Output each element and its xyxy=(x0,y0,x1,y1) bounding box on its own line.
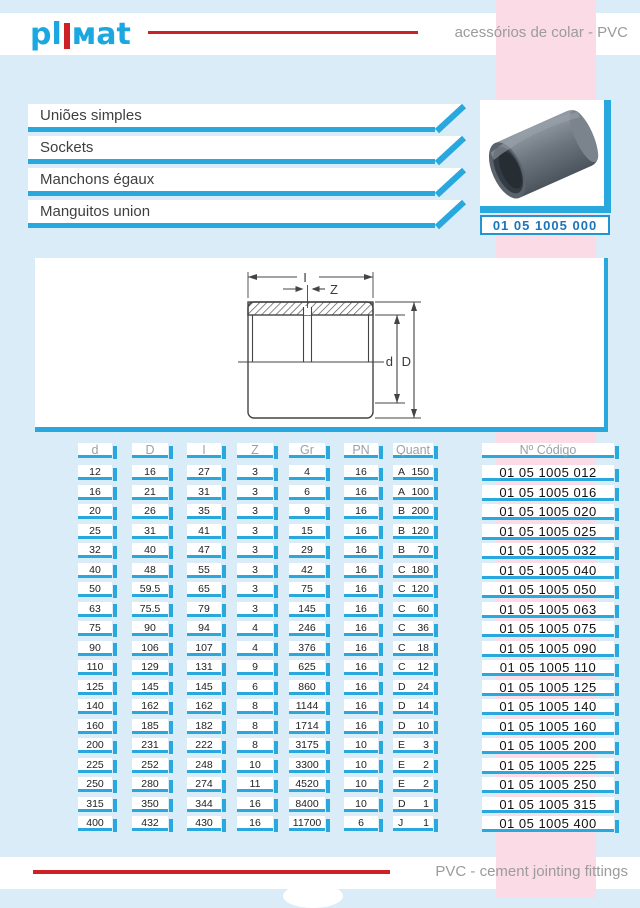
quant-lot-letter: E xyxy=(398,739,406,751)
cell-code: 01 05 1005 090 xyxy=(482,641,614,657)
cell-pn: 16 xyxy=(344,641,378,656)
cell-z: 3 xyxy=(237,465,273,480)
cell-pn: 10 xyxy=(344,738,378,753)
cell-z: 3 xyxy=(237,582,273,597)
cell-code: 01 05 1005 020 xyxy=(482,504,614,520)
cell-gr: 1144 xyxy=(289,699,325,714)
quant-value: 180 xyxy=(411,563,429,576)
cell-gr: 246 xyxy=(289,621,325,636)
cell-d: 75.5 xyxy=(132,602,168,617)
quant-value: 14 xyxy=(417,700,429,712)
cell-d: 25 xyxy=(78,524,112,539)
cell-gr: 6 xyxy=(289,485,325,500)
cell-z: 3 xyxy=(237,485,273,500)
cell-code: 01 05 1005 016 xyxy=(482,485,614,501)
quant-value: 120 xyxy=(411,583,429,595)
cell-d: 63 xyxy=(78,602,112,617)
cell-gr: 29 xyxy=(289,543,325,558)
quant-lot-letter: J xyxy=(398,817,404,829)
cell-pn: 16 xyxy=(344,621,378,636)
cell-code: 01 05 1005 400 xyxy=(482,816,614,832)
cell-i: 131 xyxy=(187,660,221,675)
cell-d: 225 xyxy=(78,758,112,773)
cell-code: 01 05 1005 032 xyxy=(482,543,614,559)
quant-lot-letter: E xyxy=(398,758,406,771)
cell-d: 90 xyxy=(132,621,168,636)
cell-d: 231 xyxy=(132,738,168,753)
cell-quant xyxy=(393,641,433,656)
quant-lot-letter: D xyxy=(398,700,406,712)
page-title: acessórios de colar - PVC xyxy=(454,24,628,41)
cell-z: 10 xyxy=(237,758,273,773)
cell-z: 6 xyxy=(237,680,273,695)
quant-value: 150 xyxy=(411,466,429,478)
quant-lot-letter: D xyxy=(398,797,406,810)
cell-quant xyxy=(393,680,433,695)
cell-i: 182 xyxy=(187,719,221,734)
cell-i: 47 xyxy=(187,543,221,558)
cell-quant xyxy=(393,504,433,519)
cell-pn: 16 xyxy=(344,582,378,597)
column-header-i: I xyxy=(187,443,221,458)
cell-d: 162 xyxy=(132,699,168,714)
cell-z: 8 xyxy=(237,699,273,714)
cell-d: 106 xyxy=(132,641,168,656)
cell-code: 01 05 1005 050 xyxy=(482,582,614,598)
cell-d: 50 xyxy=(78,582,112,597)
cell-quant xyxy=(393,485,433,500)
cell-quant xyxy=(393,719,433,734)
cell-d: 16 xyxy=(78,485,112,500)
quant-value: 1 xyxy=(423,797,429,810)
cell-quant xyxy=(393,758,433,773)
cell-code: 01 05 1005 012 xyxy=(482,465,614,481)
cell-pn: 16 xyxy=(344,602,378,617)
cell-pn: 16 xyxy=(344,699,378,714)
cell-pn: 6 xyxy=(344,816,378,831)
cell-quant xyxy=(393,543,433,558)
column-header-d: d xyxy=(78,443,112,458)
cell-i: 79 xyxy=(187,602,221,617)
cell-d: 350 xyxy=(132,797,168,812)
cell-z: 3 xyxy=(237,602,273,617)
quant-value: 200 xyxy=(411,505,429,517)
cell-z: 8 xyxy=(237,738,273,753)
cell-i: 55 xyxy=(187,563,221,578)
cell-gr: 8400 xyxy=(289,797,325,812)
cell-d: 200 xyxy=(78,738,112,753)
cell-quant xyxy=(393,582,433,597)
cell-gr: 3175 xyxy=(289,738,325,753)
cell-z: 3 xyxy=(237,543,273,558)
cell-z: 16 xyxy=(237,816,273,831)
quant-lot-letter: D xyxy=(398,680,406,693)
column-header-gr: Gr xyxy=(289,443,325,458)
quant-value: 18 xyxy=(417,641,429,654)
column-header-quant: Quant xyxy=(393,443,433,458)
cell-gr: 625 xyxy=(289,660,325,675)
cell-d: 40 xyxy=(78,563,112,578)
cell-gr: 4 xyxy=(289,465,325,480)
cell-code: 01 05 1005 025 xyxy=(482,524,614,540)
cell-i: 344 xyxy=(187,797,221,812)
quant-value: 70 xyxy=(417,544,429,556)
cell-d: 40 xyxy=(132,543,168,558)
cell-i: 145 xyxy=(187,680,221,695)
cell-quant xyxy=(393,563,433,578)
column-header-d: D xyxy=(132,443,168,458)
cell-i: 27 xyxy=(187,465,221,480)
quant-value: 60 xyxy=(417,602,429,615)
cell-d: 20 xyxy=(78,504,112,519)
cell-gr: 145 xyxy=(289,602,325,617)
cell-gr: 376 xyxy=(289,641,325,656)
cell-d: 160 xyxy=(78,719,112,734)
cell-i: 162 xyxy=(187,699,221,714)
footer-title: PVC - cement jointing fittings xyxy=(435,863,628,880)
quant-lot-letter: B xyxy=(398,524,406,537)
quant-lot-letter: E xyxy=(398,778,406,790)
column-header-n-c-digo: Nº Código xyxy=(482,443,614,458)
quant-lot-letter: C xyxy=(398,563,406,576)
cell-gr: 75 xyxy=(289,582,325,597)
cell-quant xyxy=(393,738,433,753)
cell-d: 140 xyxy=(78,699,112,714)
cell-quant xyxy=(393,797,433,812)
dim-label-z: Z xyxy=(330,282,338,297)
cell-d: 16 xyxy=(132,465,168,480)
cell-z: 9 xyxy=(237,660,273,675)
cell-i: 65 xyxy=(187,582,221,597)
cell-d: 250 xyxy=(78,777,112,792)
cell-z: 16 xyxy=(237,797,273,812)
cell-pn: 16 xyxy=(344,504,378,519)
cell-i: 430 xyxy=(187,816,221,831)
cell-pn: 16 xyxy=(344,465,378,480)
dim-label-length: I xyxy=(303,270,307,285)
cell-d: 145 xyxy=(132,680,168,695)
dim-label-inner-diameter: d xyxy=(385,354,393,369)
cell-i: 31 xyxy=(187,485,221,500)
quant-lot-letter: C xyxy=(398,641,406,654)
cell-i: 94 xyxy=(187,621,221,636)
cell-pn: 16 xyxy=(344,485,378,500)
cell-pn: 16 xyxy=(344,719,378,734)
quant-lot-letter: C xyxy=(398,583,406,595)
cell-d: 31 xyxy=(132,524,168,539)
cell-d: 90 xyxy=(78,641,112,656)
cell-code: 01 05 1005 200 xyxy=(482,738,614,754)
column-header-z: Z xyxy=(237,443,273,458)
cell-d: 21 xyxy=(132,485,168,500)
quant-lot-letter: C xyxy=(398,622,406,634)
cell-quant xyxy=(393,660,433,675)
cell-quant xyxy=(393,602,433,617)
cell-pn: 16 xyxy=(344,524,378,539)
cell-z: 3 xyxy=(237,524,273,539)
cell-z: 4 xyxy=(237,621,273,636)
cell-d: 129 xyxy=(132,660,168,675)
cell-code: 01 05 1005 063 xyxy=(482,602,614,618)
quant-value: 10 xyxy=(417,719,429,732)
cell-i: 35 xyxy=(187,504,221,519)
cell-code: 01 05 1005 250 xyxy=(482,777,614,793)
cell-z: 4 xyxy=(237,641,273,656)
column-header-pn: PN xyxy=(344,443,378,458)
cell-d: 315 xyxy=(78,797,112,812)
quant-lot-letter: B xyxy=(398,544,406,556)
cell-pn: 16 xyxy=(344,660,378,675)
cell-d: 26 xyxy=(132,504,168,519)
cell-d: 432 xyxy=(132,816,168,831)
cell-d: 59.5 xyxy=(132,582,168,597)
cell-gr: 15 xyxy=(289,524,325,539)
cell-d: 12 xyxy=(78,465,112,480)
quant-value: 120 xyxy=(411,524,429,537)
logo-text-right: мat xyxy=(71,16,131,52)
cell-i: 41 xyxy=(187,524,221,539)
dim-label-outer-diameter: D xyxy=(401,354,411,369)
cell-gr: 860 xyxy=(289,680,325,695)
quant-value: 3 xyxy=(423,739,429,751)
cell-gr: 9 xyxy=(289,504,325,519)
cell-gr: 4520 xyxy=(289,777,325,792)
cell-gr: 11700 xyxy=(289,816,325,831)
cell-d: 280 xyxy=(132,777,168,792)
cell-z: 8 xyxy=(237,719,273,734)
page-number-oval xyxy=(283,884,343,908)
quant-value: 2 xyxy=(423,758,429,771)
quant-value: 1 xyxy=(423,817,429,829)
cell-gr: 1714 xyxy=(289,719,325,734)
cell-pn: 16 xyxy=(344,680,378,695)
cell-quant xyxy=(393,621,433,636)
cell-code: 01 05 1005 225 xyxy=(482,758,614,774)
cell-gr: 42 xyxy=(289,563,325,578)
quant-value: 12 xyxy=(417,661,429,673)
cell-d: 48 xyxy=(132,563,168,578)
banner-label: Sockets xyxy=(40,139,94,156)
cell-code: 01 05 1005 075 xyxy=(482,621,614,637)
cell-i: 248 xyxy=(187,758,221,773)
quant-lot-letter: A xyxy=(398,485,406,498)
quant-lot-letter: C xyxy=(398,661,406,673)
cell-pn: 10 xyxy=(344,777,378,792)
cell-quant xyxy=(393,524,433,539)
cell-d: 185 xyxy=(132,719,168,734)
quant-value: 36 xyxy=(417,622,429,634)
cell-d: 252 xyxy=(132,758,168,773)
cell-gr: 3300 xyxy=(289,758,325,773)
logo-text-left: pl xyxy=(30,16,62,52)
cell-code: 01 05 1005 140 xyxy=(482,699,614,715)
banner-label: Manchons égaux xyxy=(40,171,155,188)
quant-lot-letter: A xyxy=(398,466,406,478)
quant-value: 100 xyxy=(411,485,429,498)
cell-quant xyxy=(393,699,433,714)
cell-d: 75 xyxy=(78,621,112,636)
cell-z: 3 xyxy=(237,504,273,519)
cell-z: 3 xyxy=(237,563,273,578)
cell-d: 32 xyxy=(78,543,112,558)
quant-lot-letter: B xyxy=(398,505,406,517)
cell-pn: 10 xyxy=(344,758,378,773)
quant-value: 24 xyxy=(417,680,429,693)
quant-lot-letter: D xyxy=(398,719,406,732)
banner-label: Manguitos union xyxy=(40,203,151,220)
cell-quant xyxy=(393,816,433,831)
quant-value: 2 xyxy=(423,778,429,790)
cell-code: 01 05 1005 125 xyxy=(482,680,614,696)
cell-d: 110 xyxy=(78,660,112,675)
cell-code: 01 05 1005 315 xyxy=(482,797,614,813)
cell-pn: 10 xyxy=(344,797,378,812)
cell-i: 274 xyxy=(187,777,221,792)
cell-quant xyxy=(393,777,433,792)
cell-z: 11 xyxy=(237,777,273,792)
cell-d: 125 xyxy=(78,680,112,695)
cell-i: 222 xyxy=(187,738,221,753)
product-code: 01 05 1005 000 xyxy=(492,217,598,233)
cell-code: 01 05 1005 040 xyxy=(482,563,614,579)
cell-d: 400 xyxy=(78,816,112,831)
cell-i: 107 xyxy=(187,641,221,656)
cell-code: 01 05 1005 160 xyxy=(482,719,614,735)
cell-quant xyxy=(393,465,433,480)
cell-pn: 16 xyxy=(344,543,378,558)
quant-lot-letter: C xyxy=(398,602,406,615)
footer-red-rule xyxy=(33,870,390,874)
cell-pn: 16 xyxy=(344,563,378,578)
cell-code: 01 05 1005 110 xyxy=(482,660,614,676)
banner-label: Uniões simples xyxy=(40,107,142,124)
